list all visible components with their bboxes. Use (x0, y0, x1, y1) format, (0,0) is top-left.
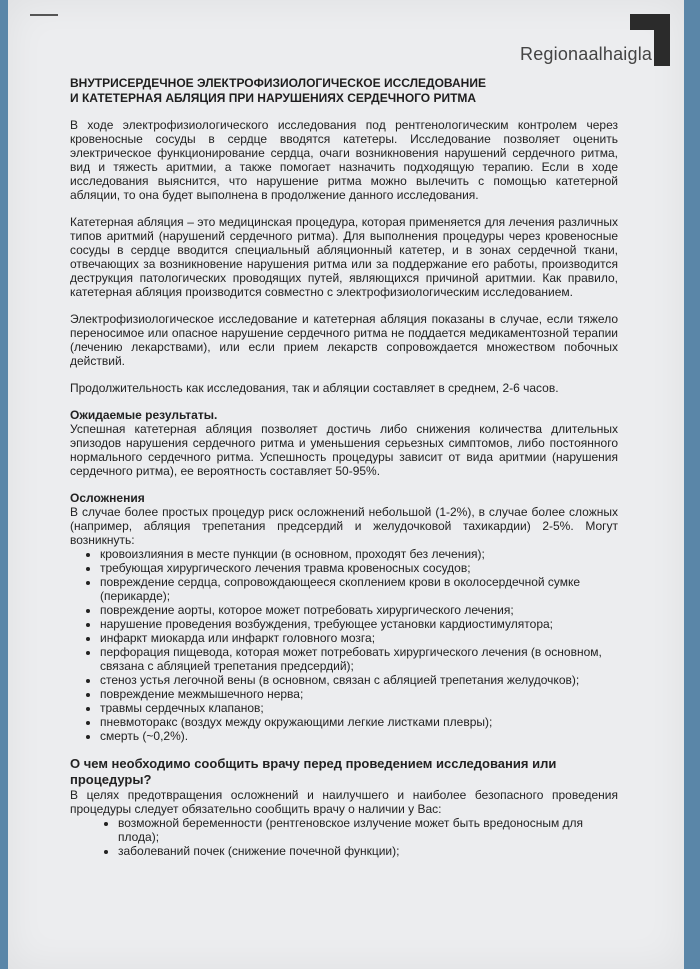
list-item: • стеноз устья легочной вены (в основном, связан с абляцией трепетания желудочков); (100, 673, 618, 687)
staple-mark (30, 14, 58, 16)
list-item: • требующая хирургического лечения травма кровеносных сосудов; (100, 561, 618, 575)
list-item: • повреждение межмышечного нерва; (100, 687, 618, 701)
list-item: • заболеваний почек (снижение почечной функции); (118, 844, 618, 858)
document-page (8, 0, 684, 969)
paragraph-indications: Электрофизиологическое исследование и катетерная абляция показаны в случае, если тяжело переносимое или опасное нарушение сердечного ритма не поддается медикаментозной терапии (лечению лекарствами), или если прием лекарств сопровождается множеством побочных действий. (70, 312, 618, 368)
logo-mark-icon (630, 14, 670, 66)
list-item: • перфорация пищевода, которая может потребовать хирургического лечения (в основном, связана с абляцией трепетания предсердий); (100, 645, 618, 673)
results-heading: Ожидаемые результаты. (70, 408, 218, 422)
paragraph-duration: Продолжительность как исследования, так и абляции составляет в среднем, 2-6 часов. (70, 381, 559, 395)
list-item: • кровоизлияния в месте пункции (в основном, проходят без лечения); (100, 547, 618, 561)
list-item: • пневмоторакс (воздух между окружающими легкие листками плевры); (100, 715, 618, 729)
list-item: • инфаркт миокарда или инфаркт головного мозга; (100, 631, 618, 645)
list-item: • нарушение проведения возбуждения, требующее установки кардиостимулятора; (100, 617, 618, 631)
list-item: • повреждение аорты, которое может потребовать хирургического лечения; (100, 603, 618, 617)
results-text: Успешная катетерная абляция позволяет достичь либо снижения количества длительных эпизодов нарушения сердечного ритма и уменьшения серьезных симптомов, либо постоянного нормального сердечного ритма. Успешность процедуры зависит от вида аритмии (нарушения сердечного ритма), ее вероятность составляет 50-95%. (70, 422, 618, 478)
title-line-1: ВНУТРИСЕРДЕЧНОЕ ЭЛЕКТРОФИЗИОЛОГИЧЕСКОЕ ИССЛЕДОВАНИЕ (70, 76, 486, 90)
complications-list (70, 547, 618, 743)
list-item: • возможной беременности (рентгеновское излучение может быть вредоносным для плода); (118, 816, 618, 844)
complications-heading: Осложнения (70, 491, 145, 505)
inform-heading: О чем необходимо сообщить врачу перед проведением исследования или процедуры? (70, 756, 557, 787)
paragraph-intro: В ходе электрофизиологического исследования под рентгенологическим контролем через кровеносные сосуды в сердце вводятся катетеры. Исследование позволяет оценить электрическое функционирование сердца, очаги возникновения нарушений сердечного ритма, вид и тяжесть аритмии, а также помогает назначить подходящую терапию. Если в ходе исследования выяснится, что нарушение ритма можно вылечить с помощью катетерной абляции, то она будет выполнена в продолжение данного исследования. (70, 118, 618, 202)
list-item: • смерть (~0,2%). (100, 729, 618, 743)
logo-text: Regionaalhaigla (520, 44, 653, 64)
document-title (70, 76, 618, 106)
list-item: • травмы сердечных клапанов; (100, 701, 618, 715)
list-item: • повреждение сердца, сопровождающееся скоплением крови в околосердечной сумке (перикарде); (100, 575, 618, 603)
document-body (70, 76, 618, 858)
inform-list (70, 816, 618, 858)
title-line-2: И КАТЕТЕРНАЯ АБЛЯЦИЯ ПРИ НАРУШЕНИЯХ СЕРДЕЧНОГО РИТМА (70, 91, 477, 105)
inform-intro: В целях предотвращения осложнений и наилучшего и наиболее безопасного проведения процедуры следует обязательно сообщить врачу о наличии у Вас: (70, 788, 618, 816)
complications-intro: В случае более простых процедур риск осложнений небольшой (1-2%), в случае более сложных (например, абляция трепетания предсердий и желудочковой тахикардии) 2-5%. Могут возникнуть: (70, 505, 618, 547)
paragraph-ablation: Катетерная абляция – это медицинская процедура, которая применяется для лечения различных типов аритмий (нарушений сердечного ритма). Для выполнения процедуры через кровеносные сосуды в сердце вводится специальный абляционный катетер, и в зонах сердечной ткани, отвечающих за возникновение нарушения ритма или за поддержание его работы, производится деструкция патологических проводящих путей, являющихся причиной аритмии. Как правило, катетерная абляция производится совместно с электрофизиологическим исследованием. (70, 215, 618, 299)
